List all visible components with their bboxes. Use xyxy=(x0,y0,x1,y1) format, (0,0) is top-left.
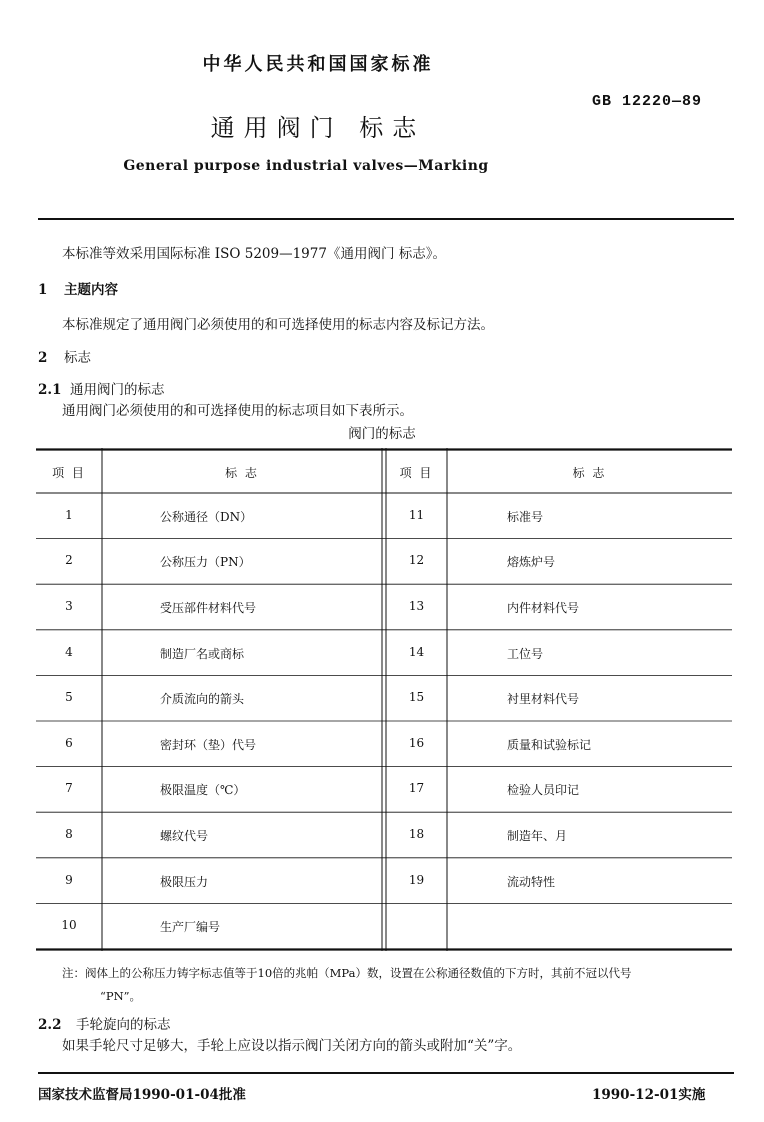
marking-label: 介质流向的箭头 xyxy=(160,692,245,706)
marking-label: 标准号 xyxy=(507,510,544,524)
marking-label: 流动特性 xyxy=(507,875,556,889)
standard-code: GB 12220—89 xyxy=(592,93,703,110)
marking-label: 受压部件材料代号 xyxy=(160,601,257,615)
item-number: 5 xyxy=(65,690,73,704)
approval-date: 国家技术监督局1990-01-04批准 xyxy=(38,1087,246,1103)
item-number: 1 xyxy=(65,508,73,522)
item-number: 10 xyxy=(61,918,77,932)
item-number: 19 xyxy=(408,873,425,887)
item-number: 3 xyxy=(65,599,73,613)
document-title-zh: 通用阀门 标志 xyxy=(210,114,426,142)
effective-date: 1990-12-01实施 xyxy=(592,1087,706,1103)
marking-label: 密封环（垫）代号 xyxy=(160,738,257,752)
item-number: 7 xyxy=(65,781,73,795)
table-note-continued: “PN”。 xyxy=(100,989,142,1003)
marking-label: 制造厂名或商标 xyxy=(160,647,245,661)
marking-label: 内件材料代号 xyxy=(507,601,580,615)
document-title-en: General purpose industrial valves—Marking xyxy=(123,158,489,174)
marking-label: 工位号 xyxy=(507,647,544,661)
item-number: 9 xyxy=(65,873,73,887)
row-lines xyxy=(36,539,732,904)
item-number: 11 xyxy=(408,508,425,522)
marking-label: 极限温度（℃） xyxy=(160,783,246,797)
item-number: 8 xyxy=(65,827,73,841)
item-number: 18 xyxy=(408,827,425,841)
marking-label: 质量和试验标记 xyxy=(507,738,592,752)
section-2-2-text: 如果手轮尺寸足够大，手轮上应设以指示阀门关闭方向的箭头或附加“关”字。 xyxy=(62,1038,522,1054)
marking-label: 衬里材料代号 xyxy=(507,692,580,706)
national-standard-heading: 中华人民共和国国家标准 xyxy=(202,54,434,75)
item-number: 6 xyxy=(65,736,73,750)
table-caption: 阀门的标志 xyxy=(348,426,416,442)
section-2-2-heading xyxy=(38,1013,171,1033)
section-2-2-title: 手轮旋向的标志 xyxy=(76,1017,171,1033)
item-number: 17 xyxy=(408,781,425,795)
section-2-1-title: 通用阀门的标志 xyxy=(70,382,165,398)
marking-label: 生产厂编号 xyxy=(160,920,221,934)
valve-marking-table xyxy=(36,448,732,951)
marking-label: 制造年、月 xyxy=(507,829,568,843)
marking-label: 公称通径（DN） xyxy=(160,510,253,524)
section-2-1-text: 通用阀门必须使用的和可选择使用的标志项目如下表所示。 xyxy=(62,403,413,419)
marking-label: 熔炼炉号 xyxy=(507,555,556,569)
header-mark-right: 标 志 xyxy=(572,466,607,480)
item-number: 14 xyxy=(408,645,425,659)
section-2-number: 2 xyxy=(38,350,48,366)
header-mark-left: 标 志 xyxy=(225,466,259,480)
header-item-right: 项 目 xyxy=(399,466,434,480)
item-number: 15 xyxy=(408,690,425,704)
section-1-heading xyxy=(38,278,118,298)
marking-label: 检验人员印记 xyxy=(507,783,580,797)
section-1-text: 本标准规定了通用阀门必须使用的和可选择使用的标志内容及标记方法。 xyxy=(62,317,494,333)
section-2-1-number: 2.1 xyxy=(38,382,62,398)
bottom-rule xyxy=(38,1072,734,1074)
marking-label: 公称压力（PN） xyxy=(160,555,251,569)
section-2-heading xyxy=(38,346,91,366)
section-2-title: 标志 xyxy=(64,350,91,366)
marking-label: 螺纹代号 xyxy=(160,829,209,843)
item-number: 13 xyxy=(408,599,425,613)
top-rule xyxy=(38,218,734,220)
section-1-number: 1 xyxy=(38,282,48,298)
marking-label: 极限压力 xyxy=(160,875,209,889)
item-number: 16 xyxy=(408,736,425,750)
section-2-1-heading xyxy=(38,378,165,398)
section-1-title: 主题内容 xyxy=(64,282,118,298)
section-2-2-number: 2.2 xyxy=(38,1017,62,1033)
table-note: 注：阀体上的公称压力铸字标志值等于10倍的兆帕（MPa）数，设置在公称通径数值的下方时，其前不冠以代号 xyxy=(62,966,632,980)
header-item-left: 项 目 xyxy=(52,466,86,480)
item-number: 12 xyxy=(408,553,425,567)
item-number: 2 xyxy=(65,553,73,567)
intro-paragraph: 本标准等效采用国际标准 ISO 5209—1977《通用阀门 标志》。 xyxy=(62,246,446,262)
item-number: 4 xyxy=(65,645,73,659)
